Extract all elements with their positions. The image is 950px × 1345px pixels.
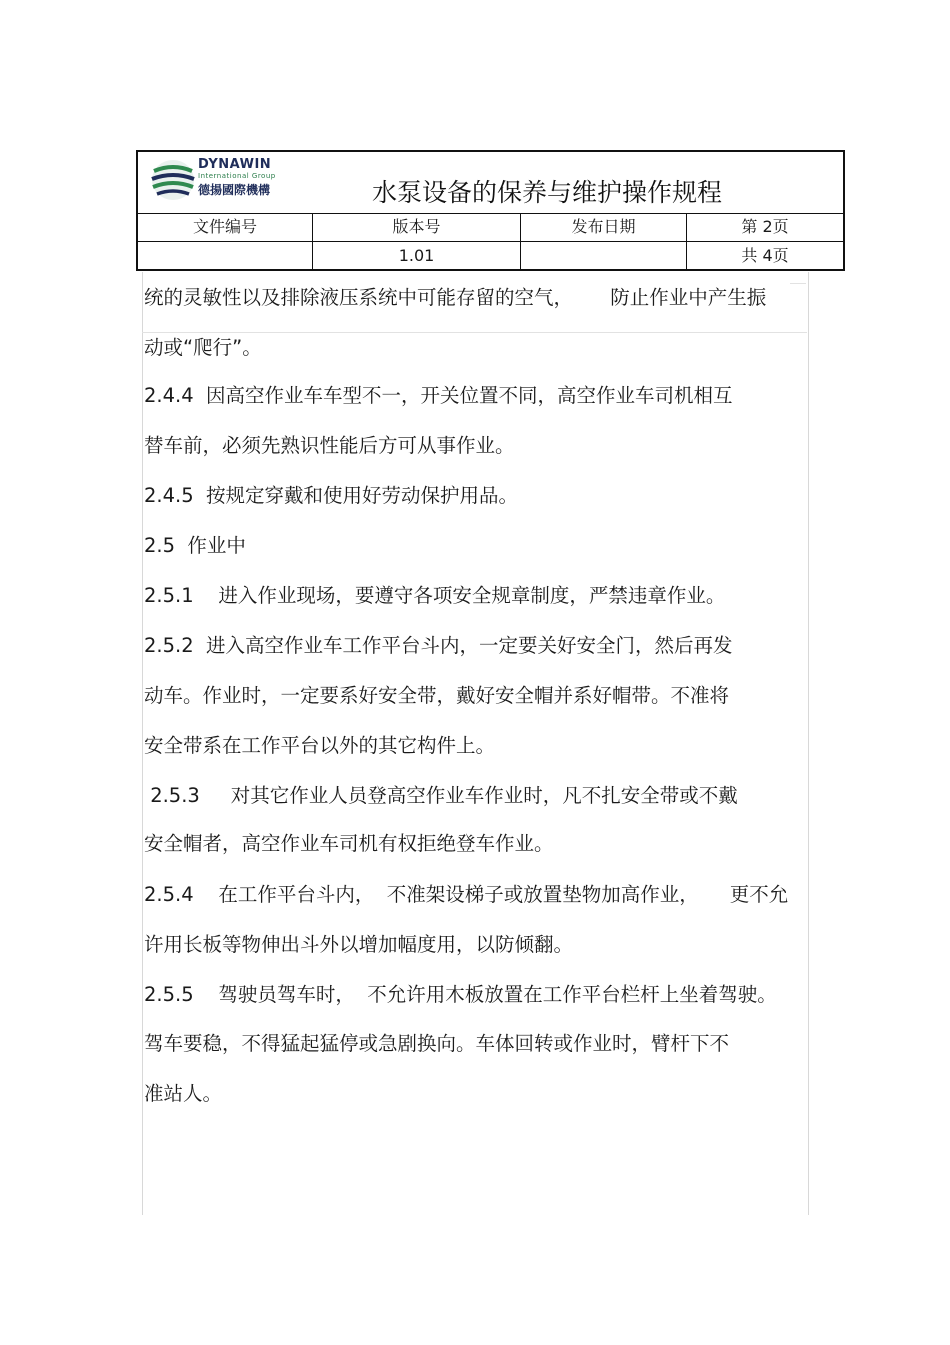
frame-divider bbox=[142, 332, 807, 333]
logo-brand: DYNAWIN bbox=[198, 157, 272, 172]
body-line: 2.5.3 对其它作业人员登高空作业车作业时，凡不扎安全带或不戴 bbox=[144, 784, 738, 807]
body-line: 准站人。 bbox=[144, 1082, 223, 1105]
body-line: 安全帽者，高空作业车司机有权拒绝登车作业。 bbox=[144, 832, 554, 855]
body-line: 2.4.5 按规定穿戴和使用好劳动保护用品。 bbox=[144, 484, 519, 507]
body-line: 2.5.2 进入高空作业车工作平台斗内，一定要关好安全门，然后再发 bbox=[144, 634, 733, 657]
body-line: 2.5.5 驾驶员驾车时， 不允许用木板放置在工作平台栏杆上坐着驾驶。 bbox=[144, 983, 777, 1006]
document-title: 水泵设备的保养与维护操作规程 bbox=[372, 178, 723, 207]
body-line: 动车。作业时，一定要系好安全带，戴好安全帽并系好帽带。不准将 bbox=[144, 684, 730, 707]
logo-chinese-name: 德揚國際機構 bbox=[198, 183, 271, 197]
body-line: 动或“爬行”。 bbox=[144, 336, 262, 359]
body-line: 替车前，必须先熟识性能后方可从事作业。 bbox=[144, 434, 515, 457]
page-total: 共 4页 bbox=[741, 246, 789, 265]
header-title-row bbox=[138, 152, 843, 214]
body-line: 2.5.1 进入作业现场，要遵守各项安全规章制度，严禁违章作业。 bbox=[144, 584, 726, 607]
company-logo bbox=[148, 154, 288, 206]
body-line: 驾车要稳，不得猛起猛停或急剧换向。车体回转或作业时，臂杆下不 bbox=[144, 1032, 730, 1055]
release-date-value bbox=[521, 242, 687, 269]
page-number: 第 2页 bbox=[741, 217, 789, 236]
body-line: 许用长板等物伸出斗外以增加幅度用，以防倾翻。 bbox=[144, 933, 574, 956]
globe-icon bbox=[150, 157, 196, 203]
logo-subtitle: International Group bbox=[198, 172, 276, 180]
file-number-value bbox=[138, 242, 313, 269]
release-date-label: 发布日期 bbox=[521, 213, 687, 241]
section-heading: 2.5 作业中 bbox=[144, 534, 246, 557]
body-line: 统的灵敏性以及排除液压系统中可能存留的空气， 防止作业中产生振 bbox=[144, 286, 767, 309]
header-value-row bbox=[138, 242, 843, 269]
version-label: 版本号 bbox=[313, 213, 521, 241]
version-value: 1.01 bbox=[313, 242, 521, 269]
body-line: 2.4.4 因高空作业车车型不一，开关位置不同，高空作业车司机相互 bbox=[144, 384, 733, 407]
body-line: 2.5.4 在工作平台斗内， 不准架设梯子或放置垫物加高作业， 更不允 bbox=[144, 883, 789, 906]
document-header-table bbox=[136, 150, 845, 271]
header-label-row bbox=[138, 213, 843, 242]
body-line: 安全带系在工作平台以外的其它构件上。 bbox=[144, 734, 496, 757]
file-number-label: 文件编号 bbox=[138, 213, 313, 241]
frame-divider-short bbox=[790, 283, 806, 284]
